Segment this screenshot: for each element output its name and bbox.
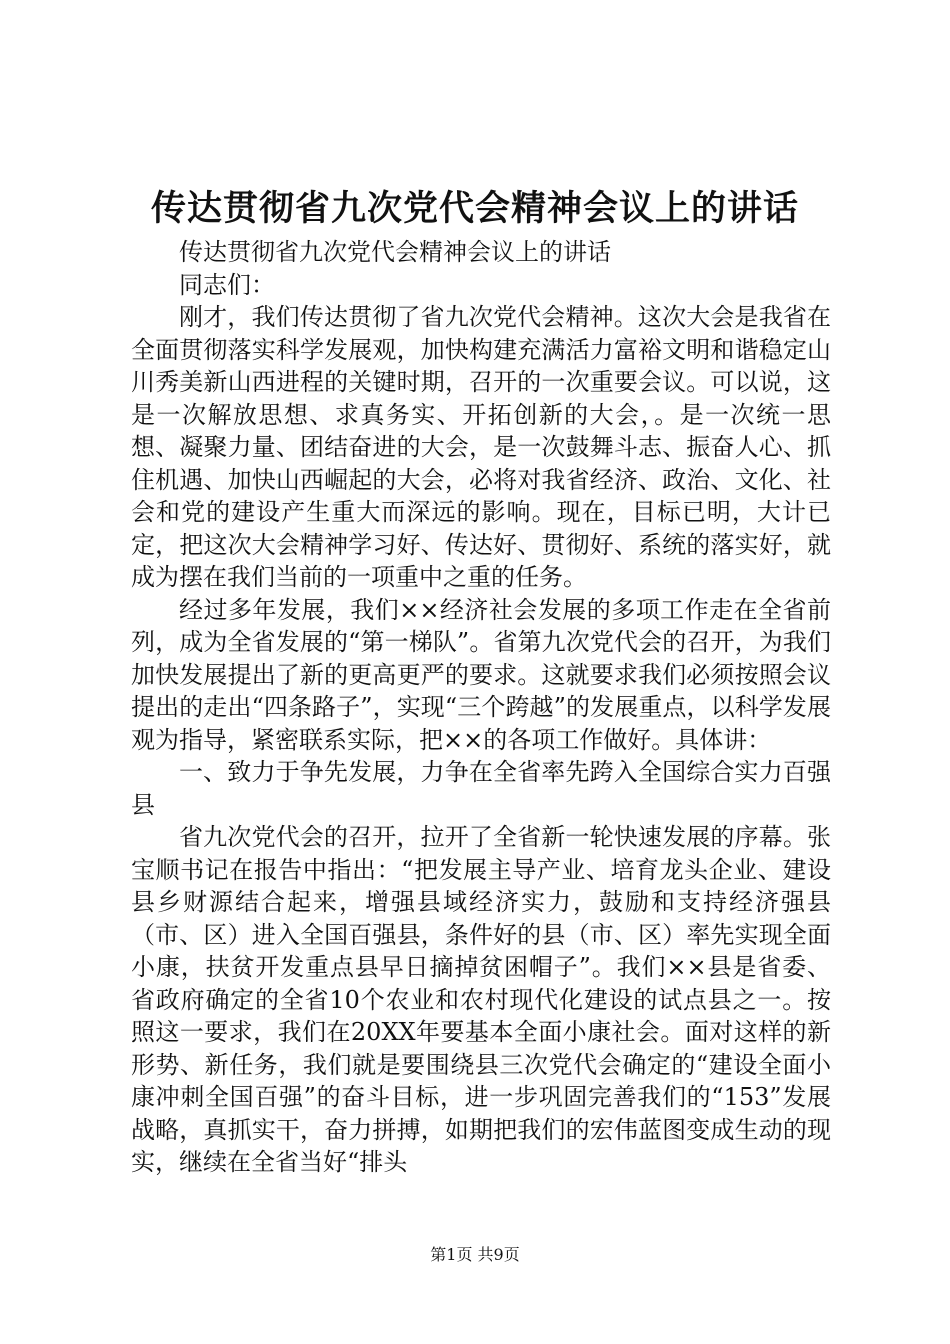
page-footer: 第1页 共9页 [430, 1245, 520, 1264]
paragraph: 传达贯彻省九次党代会精神会议上的讲话 [179, 238, 611, 266]
document-body [131, 236, 831, 1179]
paragraph: 省九次党代会的召开，拉开了全省新一轮快速发展的序幕。张宝顺书记在报告中指出：“把发展主导产业、培育龙头企业、建设县乡财源结合起来，增强县域经济实力，鼓励和支持经济强县（市、区）进入全国百强县，条件好的县（市、区）率先实现全面小康，扶贫开发重点县早日摘掉贫困帽子”。我们××县是省委、省政府确定的全省10个农业和农村现代化建设的试点县之一。按照这一要求，我们在20XX年要基本全面小康社会。面对这样的新形势、新任务，我们就是要围绕县三次党代会确定的“建设全面小康冲刺全国百强”的奋斗目标，进一步巩固完善我们的“153”发展战略，真抓实干，奋力拼搏，如期把我们的宏伟蓝图变成生动的现实，继续在全省当好“排头 [131, 823, 831, 1176]
document-title: 传达贯彻省九次党代会精神会议上的讲话 [150, 188, 799, 229]
paragraph: 经过多年发展，我们××经济社会发展的多项工作走在全省前列，成为全省发展的“第一梯队”。省第九次党代会的召开，为我们加快发展提出了新的更高更严的要求。这就要求我们必须按照会议提出的走出“四条路子”，实现“三个跨越”的发展重点，以科学发展观为指导，紧密联系实际，把××的各项工作做好。具体讲： [131, 595, 831, 754]
paragraph: 一、致力于争先发展，力争在全省率先跨入全国综合实力百强县 [131, 758, 831, 819]
paragraph: 同志们： [179, 270, 275, 299]
paragraph: 刚才，我们传达贯彻了省九次党代会精神。这次大会是我省在全面贯彻落实科学发展观，加快构建充满活力富裕文明和谐稳定山川秀美新山西进程的关键时期，召开的一次重要会议。可以说，这是一次解放思想、求真务实、开拓创新的大会，。是一次统一思想、凝聚力量、团结奋进的大会，是一次鼓舞斗志、振奋人心、抓住机遇、加快山西崛起的大会，必将对我省经济、政治、文化、社会和党的建设产生重大而深远的影响。现在，目标已明，大计已定，把这次大会精神学习好、传达好、贯彻好、系统的落实好，就成为摆在我们当前的一项重中之重的任务。 [131, 303, 831, 591]
